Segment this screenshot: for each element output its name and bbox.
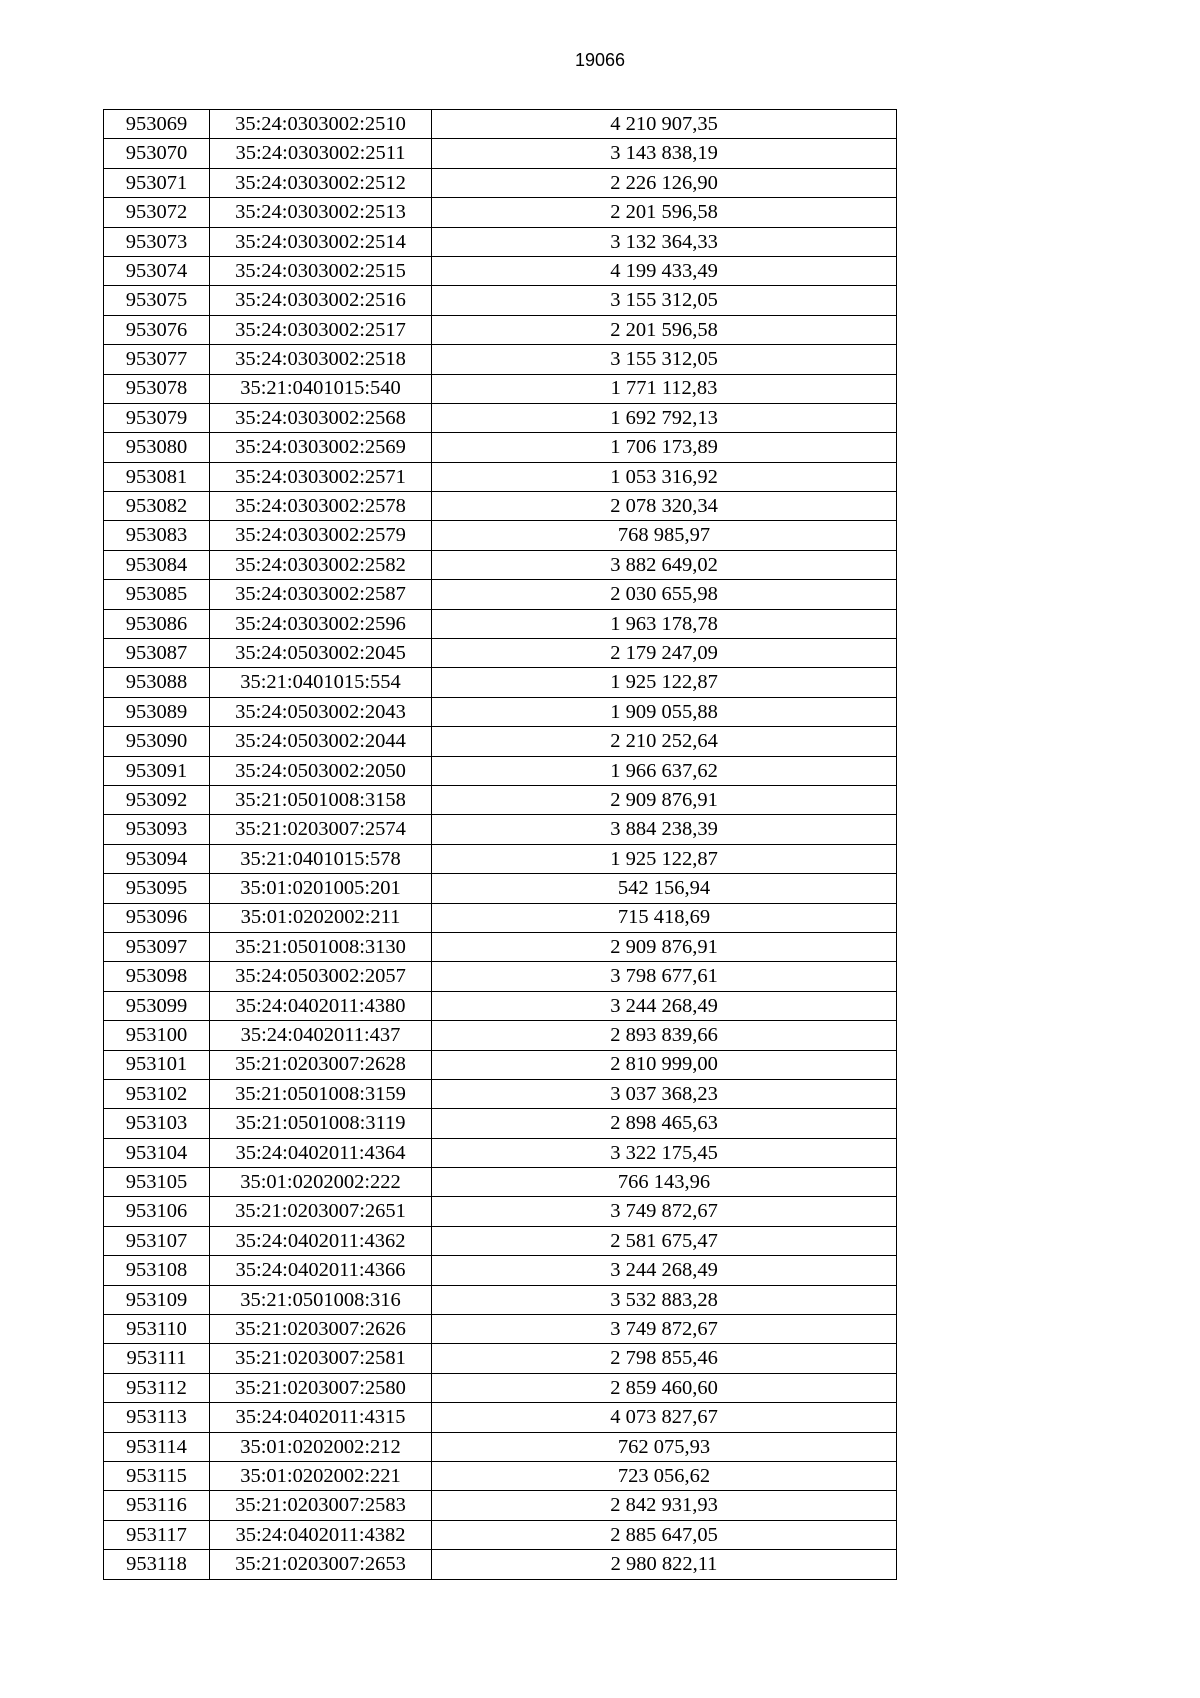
cadastral-value-cell: 1 771 112,83 <box>432 374 897 403</box>
cadastral-value-cell: 2 885 647,05 <box>432 1520 897 1549</box>
cadastral-value-cell: 2 226 126,90 <box>432 168 897 197</box>
row-number-cell: 953078 <box>104 374 210 403</box>
cadastral-number-cell: 35:21:0401015:540 <box>210 374 432 403</box>
table-row <box>104 1168 897 1197</box>
table-row <box>104 727 897 756</box>
row-number-cell: 953116 <box>104 1491 210 1520</box>
cadastral-number-cell: 35:21:0203007:2580 <box>210 1373 432 1402</box>
cadastral-number-cell: 35:24:0503002:2050 <box>210 756 432 785</box>
cadastral-value-cell: 2 581 675,47 <box>432 1226 897 1255</box>
cadastral-value-cell: 1 925 122,87 <box>432 668 897 697</box>
cadastral-number-cell: 35:24:0303002:2587 <box>210 580 432 609</box>
row-number-cell: 953075 <box>104 286 210 315</box>
cadastral-value-cell: 3 244 268,49 <box>432 991 897 1020</box>
cadastral-number-cell: 35:21:0501008:316 <box>210 1285 432 1314</box>
cadastral-value-cell: 3 132 364,33 <box>432 227 897 256</box>
row-number-cell: 953087 <box>104 639 210 668</box>
cadastral-number-cell: 35:21:0203007:2651 <box>210 1197 432 1226</box>
table-row <box>104 168 897 197</box>
cadastral-number-cell: 35:24:0303002:2578 <box>210 492 432 521</box>
table-row <box>104 345 897 374</box>
row-number-cell: 953079 <box>104 403 210 432</box>
row-number-cell: 953100 <box>104 1021 210 1050</box>
cadastral-value-cell: 723 056,62 <box>432 1461 897 1490</box>
table-row <box>104 1109 897 1138</box>
row-number-cell: 953081 <box>104 462 210 491</box>
table-row <box>104 1344 897 1373</box>
cadastral-value-cell: 3 155 312,05 <box>432 286 897 315</box>
cadastral-number-cell: 35:24:0303002:2516 <box>210 286 432 315</box>
table-row <box>104 1520 897 1549</box>
cadastral-number-cell: 35:24:0503002:2045 <box>210 639 432 668</box>
cadastral-value-cell: 2 798 855,46 <box>432 1344 897 1373</box>
table-row <box>104 1226 897 1255</box>
table-row <box>104 1256 897 1285</box>
table-row <box>104 1050 897 1079</box>
cadastral-number-cell: 35:24:0402011:4366 <box>210 1256 432 1285</box>
row-number-cell: 953111 <box>104 1344 210 1373</box>
table-row <box>104 550 897 579</box>
row-number-cell: 953082 <box>104 492 210 521</box>
cadastral-number-cell: 35:21:0501008:3159 <box>210 1079 432 1108</box>
cadastral-value-cell: 3 798 677,61 <box>432 962 897 991</box>
table-row <box>104 315 897 344</box>
table-row <box>104 1285 897 1314</box>
cadastral-number-cell: 35:24:0402011:4364 <box>210 1138 432 1167</box>
row-number-cell: 953072 <box>104 198 210 227</box>
cadastral-value-cell: 2 201 596,58 <box>432 198 897 227</box>
row-number-cell: 953114 <box>104 1432 210 1461</box>
row-number-cell: 953069 <box>104 110 210 139</box>
page-number: 19066 <box>574 50 626 70</box>
cadastral-value-cell: 4 199 433,49 <box>432 256 897 285</box>
table-row <box>104 492 897 521</box>
cadastral-value-cell: 1 706 173,89 <box>432 433 897 462</box>
cadastral-number-cell: 35:24:0402011:4382 <box>210 1520 432 1549</box>
table-row <box>104 1315 897 1344</box>
row-number-cell: 953089 <box>104 697 210 726</box>
cadastral-number-cell: 35:01:0202002:212 <box>210 1432 432 1461</box>
cadastral-number-cell: 35:21:0203007:2628 <box>210 1050 432 1079</box>
cadastral-value-cell: 3 749 872,67 <box>432 1315 897 1344</box>
table-row <box>104 668 897 697</box>
cadastral-number-cell: 35:24:0303002:2514 <box>210 227 432 256</box>
cadastral-number-cell: 35:24:0503002:2043 <box>210 697 432 726</box>
row-number-cell: 953096 <box>104 903 210 932</box>
cadastral-number-cell: 35:24:0303002:2517 <box>210 315 432 344</box>
row-number-cell: 953083 <box>104 521 210 550</box>
cadastral-number-cell: 35:24:0303002:2511 <box>210 139 432 168</box>
cadastral-number-cell: 35:24:0303002:2510 <box>210 110 432 139</box>
table-row <box>104 374 897 403</box>
cadastral-number-cell: 35:21:0401015:554 <box>210 668 432 697</box>
row-number-cell: 953085 <box>104 580 210 609</box>
cadastral-value-cell: 4 073 827,67 <box>432 1403 897 1432</box>
cadastral-number-cell: 35:24:0303002:2568 <box>210 403 432 432</box>
cadastral-value-cell: 2 030 655,98 <box>432 580 897 609</box>
table-row <box>104 844 897 873</box>
cadastral-number-cell: 35:24:0303002:2513 <box>210 198 432 227</box>
table-row <box>104 1079 897 1108</box>
row-number-cell: 953115 <box>104 1461 210 1490</box>
table-row <box>104 756 897 785</box>
table-body <box>104 110 897 1580</box>
table-row <box>104 1373 897 1402</box>
cadastral-number-cell: 35:24:0303002:2512 <box>210 168 432 197</box>
cadastral-value-cell: 2 909 876,91 <box>432 785 897 814</box>
cadastral-number-cell: 35:21:0501008:3158 <box>210 785 432 814</box>
row-number-cell: 953086 <box>104 609 210 638</box>
table-row <box>104 639 897 668</box>
cadastral-number-cell: 35:21:0203007:2653 <box>210 1550 432 1579</box>
table-row <box>104 286 897 315</box>
row-number-cell: 953080 <box>104 433 210 462</box>
cadastral-number-cell: 35:24:0402011:4380 <box>210 991 432 1020</box>
cadastral-value-cell: 2 810 999,00 <box>432 1050 897 1079</box>
cadastral-value-cell: 1 053 316,92 <box>432 462 897 491</box>
table-row <box>104 256 897 285</box>
cadastral-value-table <box>103 109 897 1580</box>
table-row <box>104 433 897 462</box>
row-number-cell: 953094 <box>104 844 210 873</box>
table-row <box>104 1403 897 1432</box>
row-number-cell: 953098 <box>104 962 210 991</box>
cadastral-number-cell: 35:21:0401015:578 <box>210 844 432 873</box>
cadastral-value-cell: 3 322 175,45 <box>432 1138 897 1167</box>
cadastral-number-cell: 35:21:0203007:2574 <box>210 815 432 844</box>
cadastral-number-cell: 35:24:0303002:2596 <box>210 609 432 638</box>
row-number-cell: 953095 <box>104 874 210 903</box>
cadastral-number-cell: 35:01:0202002:222 <box>210 1168 432 1197</box>
table-row <box>104 139 897 168</box>
cadastral-number-cell: 35:24:0503002:2057 <box>210 962 432 991</box>
row-number-cell: 953097 <box>104 932 210 961</box>
cadastral-value-cell: 2 201 596,58 <box>432 315 897 344</box>
cadastral-number-cell: 35:21:0203007:2581 <box>210 1344 432 1373</box>
cadastral-value-cell: 1 909 055,88 <box>432 697 897 726</box>
row-number-cell: 953088 <box>104 668 210 697</box>
row-number-cell: 953071 <box>104 168 210 197</box>
table-row <box>104 580 897 609</box>
row-number-cell: 953118 <box>104 1550 210 1579</box>
cadastral-value-cell: 3 143 838,19 <box>432 139 897 168</box>
row-number-cell: 953105 <box>104 1168 210 1197</box>
cadastral-value-cell: 3 884 238,39 <box>432 815 897 844</box>
table-row <box>104 521 897 550</box>
table-row <box>104 1432 897 1461</box>
table-row <box>104 1138 897 1167</box>
cadastral-number-cell: 35:24:0303002:2582 <box>210 550 432 579</box>
row-number-cell: 953107 <box>104 1226 210 1255</box>
row-number-cell: 953073 <box>104 227 210 256</box>
row-number-cell: 953074 <box>104 256 210 285</box>
table-row <box>104 874 897 903</box>
row-number-cell: 953099 <box>104 991 210 1020</box>
table-row <box>104 1491 897 1520</box>
row-number-cell: 953084 <box>104 550 210 579</box>
row-number-cell: 953102 <box>104 1079 210 1108</box>
table-row <box>104 1021 897 1050</box>
cadastral-number-cell: 35:21:0501008:3130 <box>210 932 432 961</box>
cadastral-number-cell: 35:01:0201005:201 <box>210 874 432 903</box>
row-number-cell: 953093 <box>104 815 210 844</box>
table-row <box>104 403 897 432</box>
cadastral-number-cell: 35:24:0303002:2571 <box>210 462 432 491</box>
row-number-cell: 953113 <box>104 1403 210 1432</box>
cadastral-value-cell: 2 078 320,34 <box>432 492 897 521</box>
table-row <box>104 1461 897 1490</box>
cadastral-value-cell: 1 963 178,78 <box>432 609 897 638</box>
cadastral-value-cell: 2 842 931,93 <box>432 1491 897 1520</box>
cadastral-value-cell: 715 418,69 <box>432 903 897 932</box>
cadastral-value-cell: 3 037 368,23 <box>432 1079 897 1108</box>
table-row <box>104 198 897 227</box>
row-number-cell: 953109 <box>104 1285 210 1314</box>
table-row <box>104 609 897 638</box>
row-number-cell: 953101 <box>104 1050 210 1079</box>
cadastral-value-cell: 2 210 252,64 <box>432 727 897 756</box>
row-number-cell: 953070 <box>104 139 210 168</box>
cadastral-number-cell: 35:01:0202002:221 <box>210 1461 432 1490</box>
cadastral-value-cell: 3 155 312,05 <box>432 345 897 374</box>
cadastral-value-cell: 542 156,94 <box>432 874 897 903</box>
cadastral-value-cell: 762 075,93 <box>432 1432 897 1461</box>
cadastral-value-cell: 1 966 637,62 <box>432 756 897 785</box>
cadastral-number-cell: 35:24:0503002:2044 <box>210 727 432 756</box>
table-row <box>104 962 897 991</box>
cadastral-number-cell: 35:24:0303002:2579 <box>210 521 432 550</box>
table-row <box>104 785 897 814</box>
cadastral-value-cell: 1 925 122,87 <box>432 844 897 873</box>
table-row <box>104 1197 897 1226</box>
cadastral-value-cell: 766 143,96 <box>432 1168 897 1197</box>
row-number-cell: 953104 <box>104 1138 210 1167</box>
cadastral-number-cell: 35:24:0402011:4362 <box>210 1226 432 1255</box>
row-number-cell: 953108 <box>104 1256 210 1285</box>
cadastral-value-cell: 2 909 876,91 <box>432 932 897 961</box>
cadastral-number-cell: 35:21:0203007:2626 <box>210 1315 432 1344</box>
cadastral-value-cell: 768 985,97 <box>432 521 897 550</box>
table-row <box>104 1550 897 1579</box>
row-number-cell: 953091 <box>104 756 210 785</box>
cadastral-value-cell: 3 532 883,28 <box>432 1285 897 1314</box>
cadastral-number-cell: 35:24:0402011:437 <box>210 1021 432 1050</box>
row-number-cell: 953077 <box>104 345 210 374</box>
cadastral-value-cell: 3 882 649,02 <box>432 550 897 579</box>
table-row <box>104 991 897 1020</box>
table-row <box>104 903 897 932</box>
row-number-cell: 953076 <box>104 315 210 344</box>
row-number-cell: 953112 <box>104 1373 210 1402</box>
table-row <box>104 697 897 726</box>
cadastral-value-cell: 2 893 839,66 <box>432 1021 897 1050</box>
cadastral-number-cell: 35:01:0202002:211 <box>210 903 432 932</box>
cadastral-number-cell: 35:21:0501008:3119 <box>210 1109 432 1138</box>
cadastral-value-cell: 2 179 247,09 <box>432 639 897 668</box>
row-number-cell: 953117 <box>104 1520 210 1549</box>
table-row <box>104 110 897 139</box>
cadastral-value-cell: 3 749 872,67 <box>432 1197 897 1226</box>
cadastral-number-cell: 35:24:0303002:2518 <box>210 345 432 374</box>
cadastral-number-cell: 35:24:0303002:2515 <box>210 256 432 285</box>
table-row <box>104 932 897 961</box>
cadastral-number-cell: 35:21:0203007:2583 <box>210 1491 432 1520</box>
cadastral-number-cell: 35:24:0402011:4315 <box>210 1403 432 1432</box>
cadastral-number-cell: 35:24:0303002:2569 <box>210 433 432 462</box>
table-row <box>104 227 897 256</box>
row-number-cell: 953090 <box>104 727 210 756</box>
cadastral-value-cell: 3 244 268,49 <box>432 1256 897 1285</box>
cadastral-value-cell: 4 210 907,35 <box>432 110 897 139</box>
row-number-cell: 953092 <box>104 785 210 814</box>
row-number-cell: 953103 <box>104 1109 210 1138</box>
cadastral-value-cell: 1 692 792,13 <box>432 403 897 432</box>
cadastral-value-cell: 2 859 460,60 <box>432 1373 897 1402</box>
cadastral-value-cell: 2 898 465,63 <box>432 1109 897 1138</box>
cadastral-value-cell: 2 980 822,11 <box>432 1550 897 1579</box>
table-row <box>104 815 897 844</box>
row-number-cell: 953110 <box>104 1315 210 1344</box>
table-row <box>104 462 897 491</box>
row-number-cell: 953106 <box>104 1197 210 1226</box>
